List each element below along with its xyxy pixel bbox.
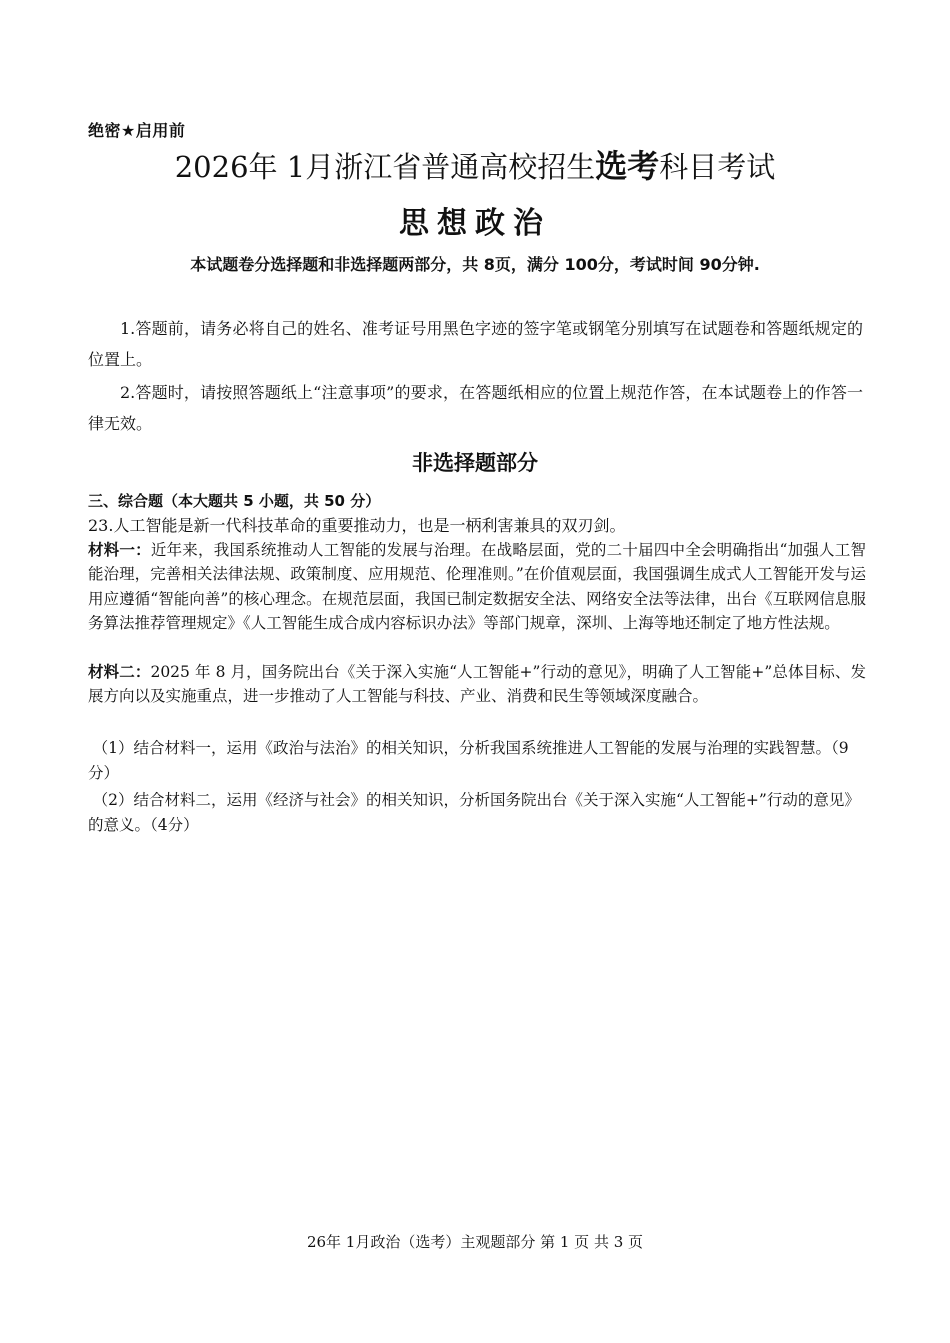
exam-title-emphasis: 选考 (595, 147, 660, 185)
notice-item: 2.答题时，请按照答题纸上“注意事项”的要求，在答题纸相应的位置上规范作答，在本试题卷上的作答一律无效。 (88, 383, 863, 433)
exam-intro: 本试题卷分选择题和非选择题两部分，共 8页，满分 100分，考试时间 90分钟. (190, 255, 760, 274)
material-label: 材料二： (88, 663, 151, 681)
material-block (88, 538, 866, 635)
sub-question: （1）结合材料一，运用《政治与法治》的相关知识，分析我国系统推进人工智能的发展与治理的实践智慧。（9分） (88, 739, 849, 782)
notice-item: 1.答题前，请务必将自己的姓名、准考证号用黑色字迹的签字笔或钢笔分别填写在试题卷和答题纸规定的位置上。 (88, 319, 863, 369)
subject-title: 思想政治 (399, 206, 551, 241)
confidential-label: 绝密★启用前 (88, 121, 186, 140)
material-text: 2025 年 8 月，国务院出台《关于深入实施“人工智能+”行动的意见》，明确了人工智能+”总体目标、发展方向以及实施重点，进一步推动了人工智能与科技、产业、消费和民生等领域深度融合。 (88, 663, 866, 706)
material-text: 近年来，我国系统推动人工智能的发展与治理。在战略层面，党的二十届四中全会明确指出“加强人工智能治理，完善相关法律法规、政策制度、应用规范、伦理准则。”在价值观层面，我国强调生成式人工智能开发与运用应遵循“智能向善”的核心理念。在规范层面，我国已制定数据安全法、网络安全法等法律，出台《互联网信息服务算法推荐管理规定》《人工智能生成合成内容标识办法》等部门规章，深圳、上海等地还制定了地方性法规。 (88, 541, 866, 632)
sub-question: （2）结合材料二，运用《经济与社会》的相关知识，分析国务院出台《关于深入实施“人工智能+”行动的意见》的意义。（4分） (88, 791, 860, 834)
exam-title-prefix: 2026年 1月浙江省普通高校招生 (174, 150, 596, 184)
section-heading: 非选择题部分 (412, 451, 538, 475)
material-label: 材料一： (88, 541, 151, 559)
exam-title-suffix: 科目考试 (659, 150, 776, 184)
material-block (88, 660, 866, 709)
exam-title (0, 144, 950, 189)
question-stem: 23.人工智能是新一代科技革命的重要推动力，也是一柄利害兼具的双刃剑。 (88, 516, 626, 535)
part-heading: 三、综合题（本大题共 5 小题，共 50 分） (88, 492, 381, 510)
page-footer: 26年 1月政治（选考）主观题部分 第 1 页 共 3 页 (306, 1233, 644, 1251)
